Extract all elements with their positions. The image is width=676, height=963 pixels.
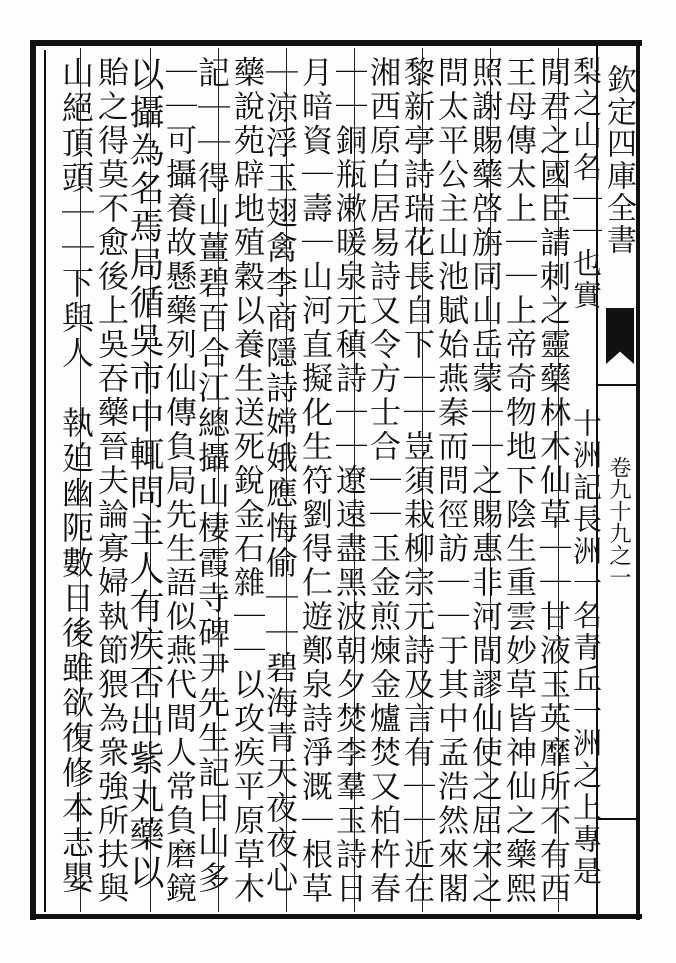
text-column-16: 山絕頂頭｜｜下與人 執廹幽阨數日後雖欲復修本志嬰 xyxy=(57,56,95,896)
fish-tail-mark-icon xyxy=(606,308,634,364)
text-column-13: ｜｜可攝養故懸藥列仙傳負局先生語似燕代間人常負磨鏡 xyxy=(160,56,196,906)
frame-bottom-border xyxy=(30,914,642,919)
text-column-3: 王母傳太上｜｜上帝奇物地下陰生重雲妙草皆神仙之藥熙 xyxy=(500,56,536,906)
volume-label: 卷九十九之一 xyxy=(606,456,631,588)
text-column-1: 梨之山名｜｜也實 十洲記長洲一名青丘一洲之上專是 xyxy=(569,56,603,888)
text-column-4: 照謝賜藥啓旃同山岳蒙｜｜之賜惠非河間謬仙使之屈宋之 xyxy=(466,56,502,906)
text-column-12: 記｜｜得山薑碧百合江總攝山棲霞寺碑尹先生記曰山多 xyxy=(193,56,231,896)
text-column-5: 問太平公主山池賦始燕秦而問徑訪｜｜于其中孟浩然來閣 xyxy=(432,56,468,906)
text-column-2: 閒君之國臣請刺之靈藥林木仙草｜｜甘液玉英靡所不有西 xyxy=(534,56,570,906)
book-title: 欽定四庫全書 xyxy=(601,64,636,256)
text-column-9: 月暗資｜壽｜山河直擬化生符劉得仁遊鄭泉詩淨溉｜根草 xyxy=(296,56,332,906)
text-column-14: 以攝為名焉局循吳市中輒問主人有疾否出紫丸藥以 xyxy=(124,56,164,892)
text-column-15: 貽之得莫不愈後上吳吞藥晉夫論寡婦執節猥為衆強所扶與 xyxy=(92,56,128,906)
text-column-10: ｜涼浮玉翅禽李商隱詩嫦娥應悔偷｜｜碧海青天夜夜心 xyxy=(261,56,299,896)
text-body xyxy=(46,48,603,912)
text-column-8: ｜｜銅瓶漱暖泉元稹詩｜｜遼遠盡黑波朝夕焚李羣玉詩日 xyxy=(330,56,366,906)
text-column-11: 藥說苑辟地殖穀以養生送死銳金石雜｜｜以攻疾平原草木 xyxy=(228,56,264,906)
text-column-7: 湘西原白居易詩又令方士合｜｜玉金煎煉金爐焚又柏杵春 xyxy=(364,56,400,906)
frame-left-border xyxy=(30,40,36,920)
frame-top-border xyxy=(30,40,642,46)
text-column-6: 黎新亭詩瑞花長自下｜｜豈須栽柳宗元詩及言有｜｜近在 xyxy=(398,56,434,906)
